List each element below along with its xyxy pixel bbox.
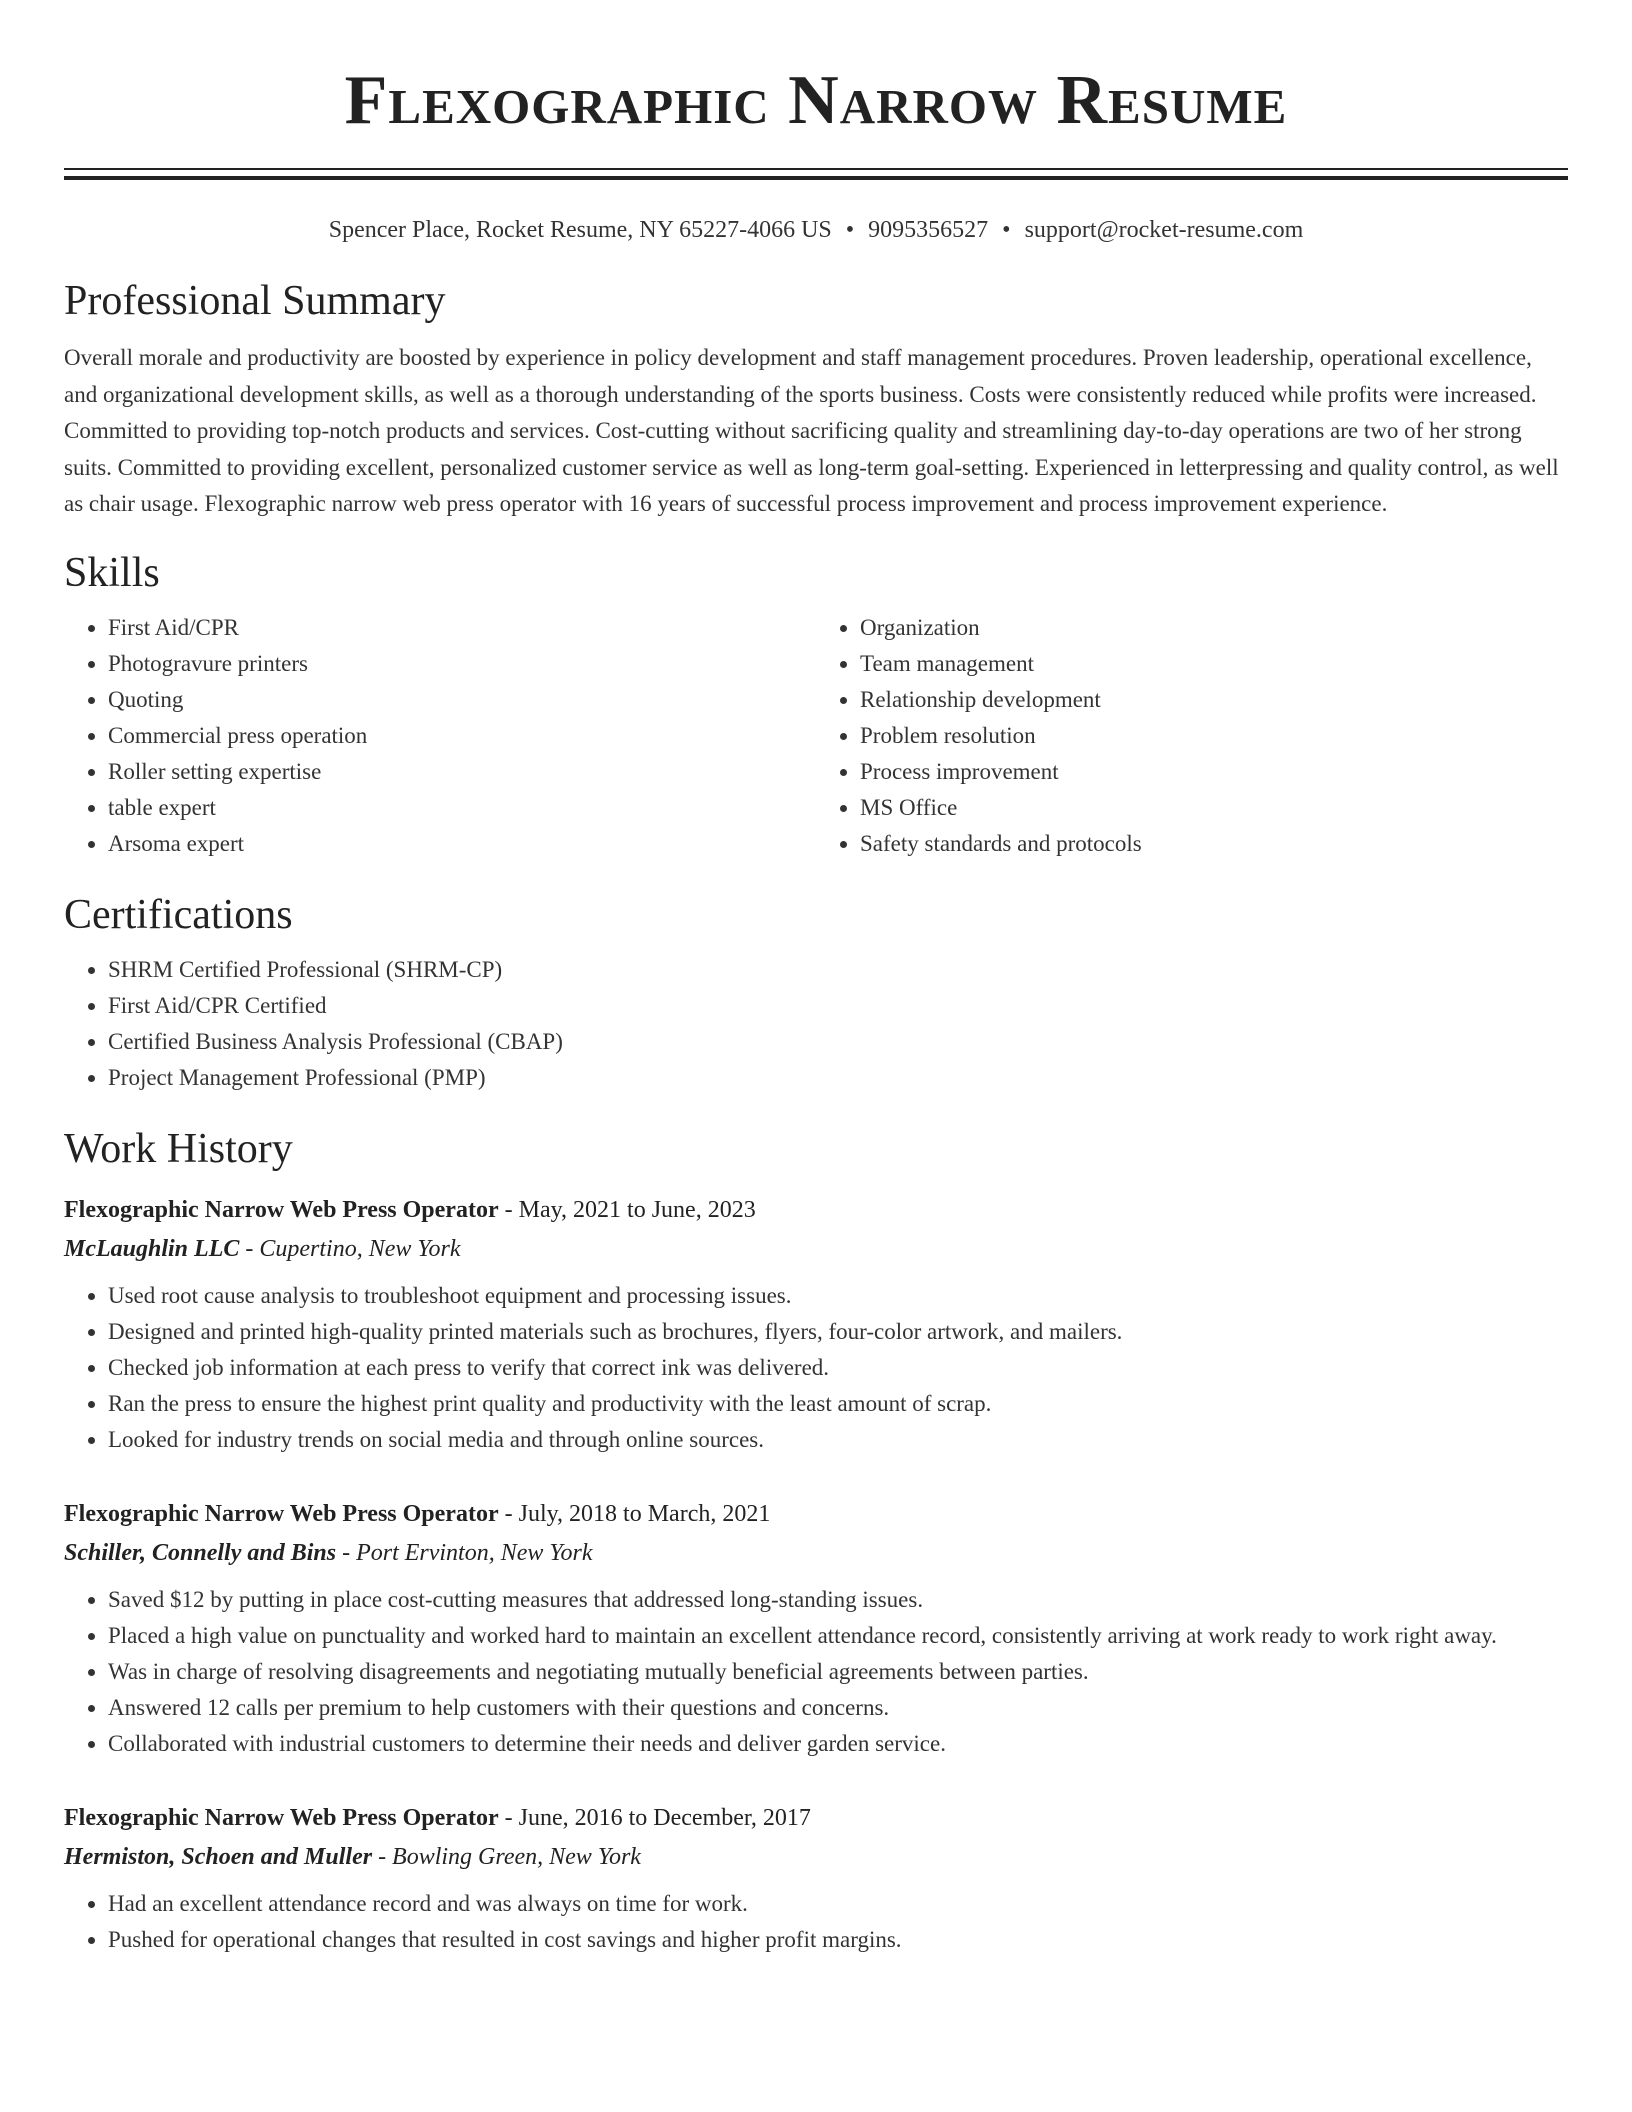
skill-item: • Process improvement (860, 754, 1568, 790)
job-bullet: • Looked for industry trends on social media and through online sources. (108, 1422, 1568, 1458)
job-company-line (64, 1534, 1568, 1572)
contact-separator: • (1002, 217, 1011, 243)
skills-heading: Skills (64, 549, 160, 596)
job-bullet: • Was in charge of resolving disagreements and negotiating mutually beneficial agreements between parties. (108, 1654, 1568, 1690)
contact-phone: 9095356527 (868, 217, 989, 243)
skills-columns (64, 610, 1568, 862)
work-history-heading: Work History (64, 1125, 293, 1172)
job-dates: - July, 2018 to March, 2021 (498, 1500, 771, 1527)
job-bullet: • Answered 12 calls per premium to help customers with their questions and concerns. (108, 1690, 1568, 1726)
job-bullet: • Designed and printed high-quality printed materials such as brochures, flyers, four-color artwork, and mailers. (108, 1314, 1568, 1350)
job-location: - Bowling Green, New York (372, 1843, 641, 1870)
skill-item: • MS Office (860, 790, 1568, 826)
job-company-line (64, 1838, 1568, 1876)
job-title-line (64, 1190, 1568, 1230)
skill-item: • Safety standards and protocols (860, 826, 1568, 862)
job-bullet: • Had an excellent attendance record and was always on time for work. (108, 1886, 1568, 1922)
skill-item: • Commercial press operation (108, 718, 816, 754)
certification-item: • Project Management Professional (PMP) (108, 1060, 1568, 1096)
certifications-list (64, 952, 1568, 1096)
job-title: Flexographic Narrow Web Press Operator (64, 1500, 499, 1527)
job-bullet: • Checked job information at each press to verify that correct ink was delivered. (108, 1350, 1568, 1386)
certification-item: • Certified Business Analysis Professional (CBAP) (108, 1024, 1568, 1060)
resume-title: Flexographic Narrow Resume (344, 62, 1288, 139)
job-dates: - June, 2016 to December, 2017 (498, 1804, 811, 1831)
skill-item: • Relationship development (860, 682, 1568, 718)
skills-list-right (816, 610, 1568, 862)
job-bullet: • Pushed for operational changes that resulted in cost savings and higher profit margins. (108, 1922, 1568, 1958)
certification-item: • SHRM Certified Professional (SHRM-CP) (108, 952, 1568, 988)
job-bullet: • Used root cause analysis to troubleshoot equipment and processing issues. (108, 1278, 1568, 1314)
skill-item: • Photogravure printers (108, 646, 816, 682)
certification-item: • First Aid/CPR Certified (108, 988, 1568, 1024)
summary-text: Overall morale and productivity are boosted by experience in policy development and staff management procedures. Proven leadership, operational excellence, and organizational development skills, as well as a thorough understanding of the sports business. Costs were consistently reduced while profits were increased. Committed to providing top-notch products and services. Cost-cutting without sacrificing quality and streamlining day-to-day operations are two of her strong suits. Committed to providing excellent, personalized customer service as well as long-term goal-setting. Experienced in letterpressing and quality control, as well as chair usage. Flexographic narrow web press operator with 16 years of successful process improvement and process improvement experience. (64, 345, 1559, 516)
contact-line (64, 214, 1568, 246)
job-title-line (64, 1494, 1568, 1534)
title-divider (64, 168, 1568, 180)
job-location: - Cupertino, New York (239, 1235, 461, 1262)
summary-heading: Professional Summary (64, 278, 446, 324)
skill-item: • table expert (108, 790, 816, 826)
job-entry (64, 1494, 1568, 1762)
job-company: McLaughlin LLC (64, 1235, 240, 1262)
job-company: Schiller, Connelly and Bins (64, 1539, 337, 1566)
certifications-heading: Certifications (64, 891, 293, 938)
contact-separator: • (845, 217, 855, 243)
job-title-line (64, 1798, 1568, 1838)
job-bullet: • Saved $12 by putting in place cost-cutting measures that addressed long-standing issues. (108, 1582, 1568, 1618)
skill-item: • Organization (860, 610, 1568, 646)
job-bullet: • Ran the press to ensure the highest print quality and productivity with the least amount of scrap. (108, 1386, 1568, 1422)
job-title: Flexographic Narrow Web Press Operator (64, 1804, 499, 1831)
skill-item: • Arsoma expert (108, 826, 816, 862)
skill-item: • Quoting (108, 682, 816, 718)
job-bullet: • Placed a high value on punctuality and worked hard to maintain an excellent attendance record, consistently arriving at work ready to work right away. (108, 1618, 1568, 1654)
job-company-line (64, 1230, 1568, 1268)
contact-email: support@rocket-resume.com (1024, 217, 1304, 243)
job-location: - Port Ervinton, New York (336, 1539, 593, 1566)
skill-item: • Problem resolution (860, 718, 1568, 754)
job-entry (64, 1798, 1568, 1958)
skill-item: • Team management (860, 646, 1568, 682)
job-title: Flexographic Narrow Web Press Operator (64, 1196, 499, 1223)
job-bullets (64, 1278, 1568, 1458)
skills-list-left (64, 610, 816, 862)
skill-item: • Roller setting expertise (108, 754, 816, 790)
skill-item: • First Aid/CPR (108, 610, 816, 646)
job-entry (64, 1190, 1568, 1458)
job-bullets (64, 1582, 1568, 1762)
resume-page (64, 0, 1568, 1958)
contact-address: Spencer Place, Rocket Resume, NY 65227-4066 US (328, 217, 832, 243)
job-bullets (64, 1886, 1568, 1958)
job-bullet: • Collaborated with industrial customers to determine their needs and deliver garden service. (108, 1726, 1568, 1762)
job-dates: - May, 2021 to June, 2023 (498, 1196, 756, 1223)
job-company: Hermiston, Schoen and Muller (64, 1843, 373, 1870)
